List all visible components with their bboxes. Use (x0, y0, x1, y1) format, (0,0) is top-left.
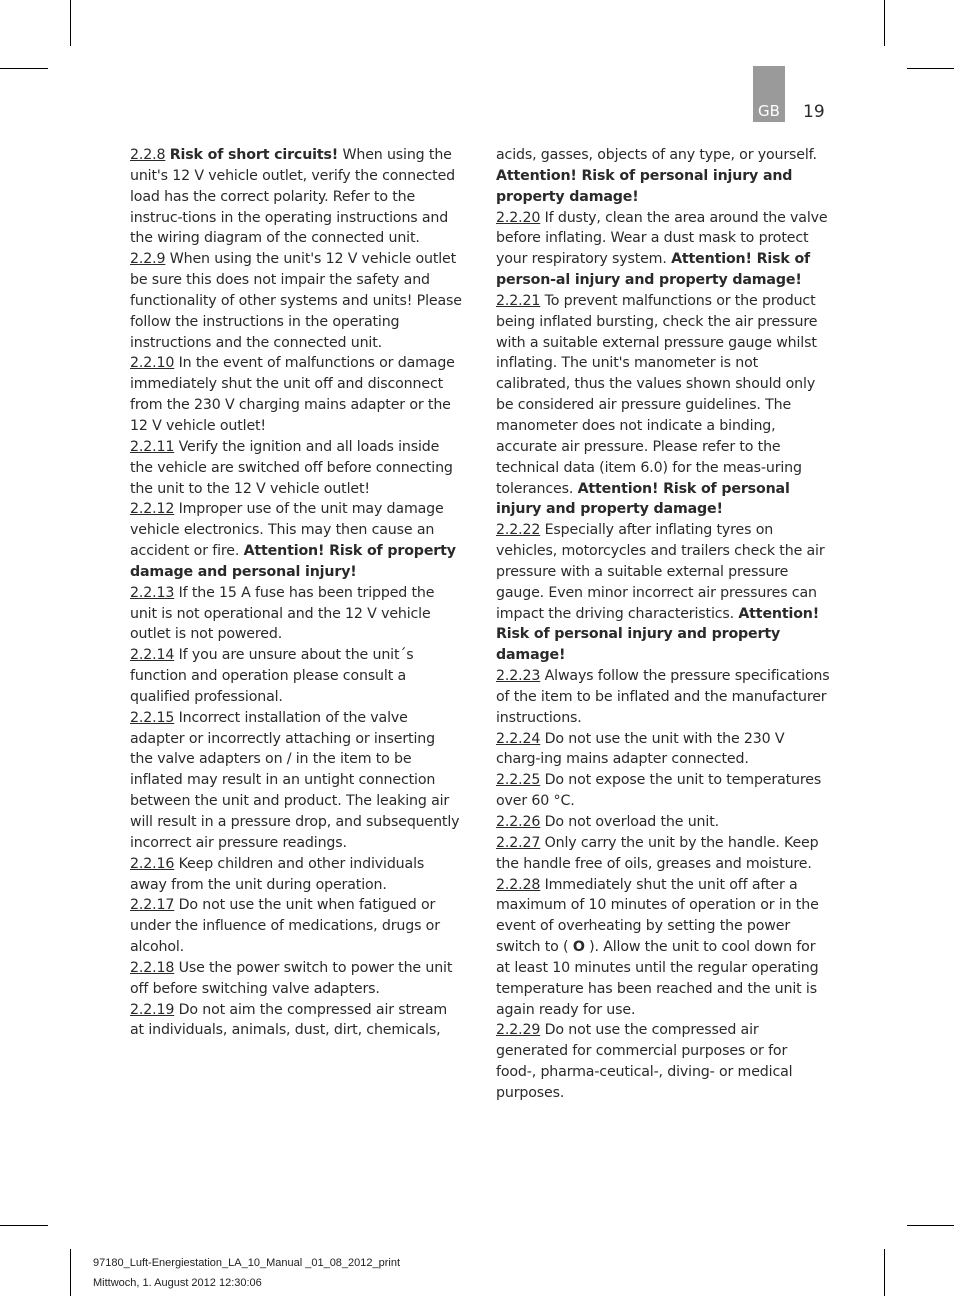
paragraph-text: Always follow the pressure specifications of the item to be inflated and the manufacturer instructions. (496, 668, 830, 726)
section-number: 2.2.17 (130, 897, 175, 914)
paragraph-text: Do not overload the unit. (540, 814, 719, 830)
safety-paragraph (496, 875, 830, 1021)
section-number: 2.2.10 (130, 355, 175, 372)
section-number: 2.2.8 (130, 147, 166, 163)
section-number: 2.2.16 (130, 855, 175, 872)
crop-mark (907, 68, 954, 69)
paragraph-text: Do not use the compressed air generated for commercial purposes or for food-, pharma-ceutical-, diving- or medical purposes. (496, 1022, 793, 1101)
safety-paragraph (130, 353, 462, 436)
paragraph-text: Improper use of the unit may damage vehicle electronics. This may then cause an accident or fire. (130, 501, 444, 560)
crop-mark (884, 0, 885, 46)
section-number: 2.2.27 (496, 834, 541, 851)
paragraph-text: acids, gasses, objects of any type, or yourself. (496, 147, 817, 163)
safety-paragraph (496, 520, 830, 666)
paragraph-warning: Attention! Risk of personal injury and property damage! (496, 480, 790, 518)
paragraph-text: If you are unsure about the unit´s function and operation please consult a qualified professional. (130, 647, 414, 705)
paragraph-text: Use the power switch to power the unit off before switching valve adapters. (130, 959, 453, 997)
right-column (496, 145, 830, 1104)
safety-paragraph (496, 770, 830, 812)
paragraph-heading: Risk of short circuits! (169, 147, 339, 163)
paragraph-text: Only carry the unit by the handle. Keep the handle free of oils, greases and moisture. (496, 834, 819, 872)
crop-mark (0, 1225, 48, 1226)
section-number: 2.2.23 (496, 668, 541, 685)
safety-paragraph (130, 958, 462, 1000)
crop-mark (70, 1249, 71, 1296)
paragraph-text: When using the unit's 12 V vehicle outlet be sure this does not impair the safety and functionality of other systems and units! Please follow the instructions in the operating instructions and the connected unit. (130, 251, 462, 351)
crop-mark (907, 1225, 954, 1226)
safety-paragraph (130, 854, 462, 896)
crop-mark (884, 1249, 885, 1296)
paragraph-text: In the event of malfunctions or damage immediately shut the unit off and disconnect from the 230 V charging mains adapter or the 12 V vehicle outlet! (130, 355, 455, 434)
print-slug-filename: 97180_Luft-Energiestation_LA_10_Manual _01_08_2012_print (93, 1257, 401, 1269)
section-number: 2.2.29 (496, 1022, 541, 1039)
paragraph-text: Especially after inflating tyres on vehicles, motorcycles and trailers check the air pressure with a suitable external pressure gauge. Even minor incorrect air pressures can impact the driving characteristics. (496, 522, 825, 622)
safety-paragraph (130, 437, 462, 500)
paragraph-text: Keep children and other individuals away from the unit during operation. (130, 855, 425, 893)
safety-paragraph (496, 291, 830, 520)
section-number: 2.2.14 (130, 647, 175, 664)
safety-paragraph (496, 833, 830, 875)
language-tab-label: GB (758, 102, 780, 120)
section-number: 2.2.18 (130, 959, 175, 976)
section-number: 2.2.25 (496, 772, 541, 789)
safety-paragraph (130, 1000, 462, 1042)
section-number: 2.2.24 (496, 730, 541, 747)
paragraph-warning: Attention! Risk of property damage and personal injury! (130, 543, 456, 580)
safety-paragraph (496, 208, 830, 291)
paragraph-text: Do not aim the compressed air stream at individuals, animals, dust, dirt, chemicals, (130, 1001, 448, 1039)
power-off-symbol: O (572, 939, 585, 956)
section-number: 2.2.11 (130, 438, 175, 455)
paragraph-warning: Attention! Risk of person-al injury and property damage! (496, 251, 811, 289)
paragraph-text: When using the unit's 12 V vehicle outlet, verify the connected load has the correct polarity. Refer to the instruc-tions in the operating instructions and the wiring diagram of the connected unit. (130, 147, 456, 247)
paragraph-text: If the 15 A fuse has been tripped the unit is not operational and the 12 V vehicle outlet is not powered. (130, 584, 435, 643)
paragraph-warning: Attention! Risk of personal injury and property damage! (496, 167, 793, 205)
safety-paragraph (130, 645, 462, 708)
safety-paragraph (496, 666, 830, 729)
safety-paragraph (130, 895, 462, 958)
section-number: 2.2.12 (130, 501, 175, 518)
safety-paragraph (130, 583, 462, 646)
paragraph-text: To prevent malfunctions or the product being inflated bursting, check the air pressure with a suitable external pressure gauge whilst inflating. The unit's manometer is not calibrated, thus the values shown should only be considered air pressure guidelines. The manometer does not indicate a binding, accurate air pressure. Please refer to the technical data (item 6.0) for the meas-uring tolerances. (496, 292, 818, 497)
safety-paragraph (130, 249, 462, 353)
section-number: 2.2.13 (130, 584, 175, 601)
paragraph-text: If dusty, clean the area around the valve before inflating. Wear a dust mask to protect your respiratory system. (496, 209, 828, 268)
crop-mark (0, 68, 48, 69)
section-number: 2.2.22 (496, 522, 541, 539)
paragraph-text: Incorrect installation of the valve adapter or incorrectly attaching or inserting the valve adapters on / in the item to be inflated may result in an untight connection between the unit and product. The leaking air will result in a pressure drop, and subsequently incorrect air pressure readings. (130, 709, 460, 851)
section-number: 2.2.19 (130, 1001, 175, 1018)
paragraph-text: Verify the ignition and all loads inside the vehicle are switched off before connecting the unit to the 12 V vehicle outlet! (130, 438, 453, 497)
paragraph-text: Do not use the unit when fatigued or under the influence of medications, drugs or alcohol. (130, 897, 440, 956)
safety-paragraph (130, 499, 462, 582)
section-number: 2.2.28 (496, 876, 541, 893)
paragraph-text: ). Allow the unit to cool down for at least 10 minutes until the regular operating temperature has been reached and the unit is again ready for use. (496, 939, 819, 1018)
section-number: 2.2.21 (496, 292, 541, 309)
section-number: 2.2.9 (130, 251, 166, 268)
safety-paragraph (496, 812, 830, 833)
section-number: 2.2.15 (130, 709, 175, 726)
paragraph-warning: Attention! Risk of personal injury and property damage! (496, 605, 820, 664)
page-number: 19 (803, 102, 825, 122)
safety-paragraph (496, 729, 830, 771)
section-number: 2.2.26 (496, 814, 541, 830)
paragraph-text: Immediately shut the unit off after a maximum of 10 minutes of operation or in the event of overheating by setting the power switch to ( (496, 876, 819, 956)
continued-paragraph (496, 145, 830, 208)
paragraph-text: Do not use the unit with the 230 V charg-ing mains adapter connected. (496, 730, 785, 768)
paragraph-text: Do not expose the unit to temperatures over 60 °C. (496, 772, 822, 810)
section-number: 2.2.20 (496, 209, 541, 226)
safety-paragraph (496, 1020, 830, 1103)
crop-mark (70, 0, 71, 46)
safety-paragraph (130, 708, 462, 854)
left-column (130, 145, 462, 1041)
print-slug-timestamp: Mittwoch, 1. August 2012 12:30:06 (93, 1277, 262, 1289)
safety-paragraph (130, 145, 462, 249)
language-tab (753, 66, 785, 122)
